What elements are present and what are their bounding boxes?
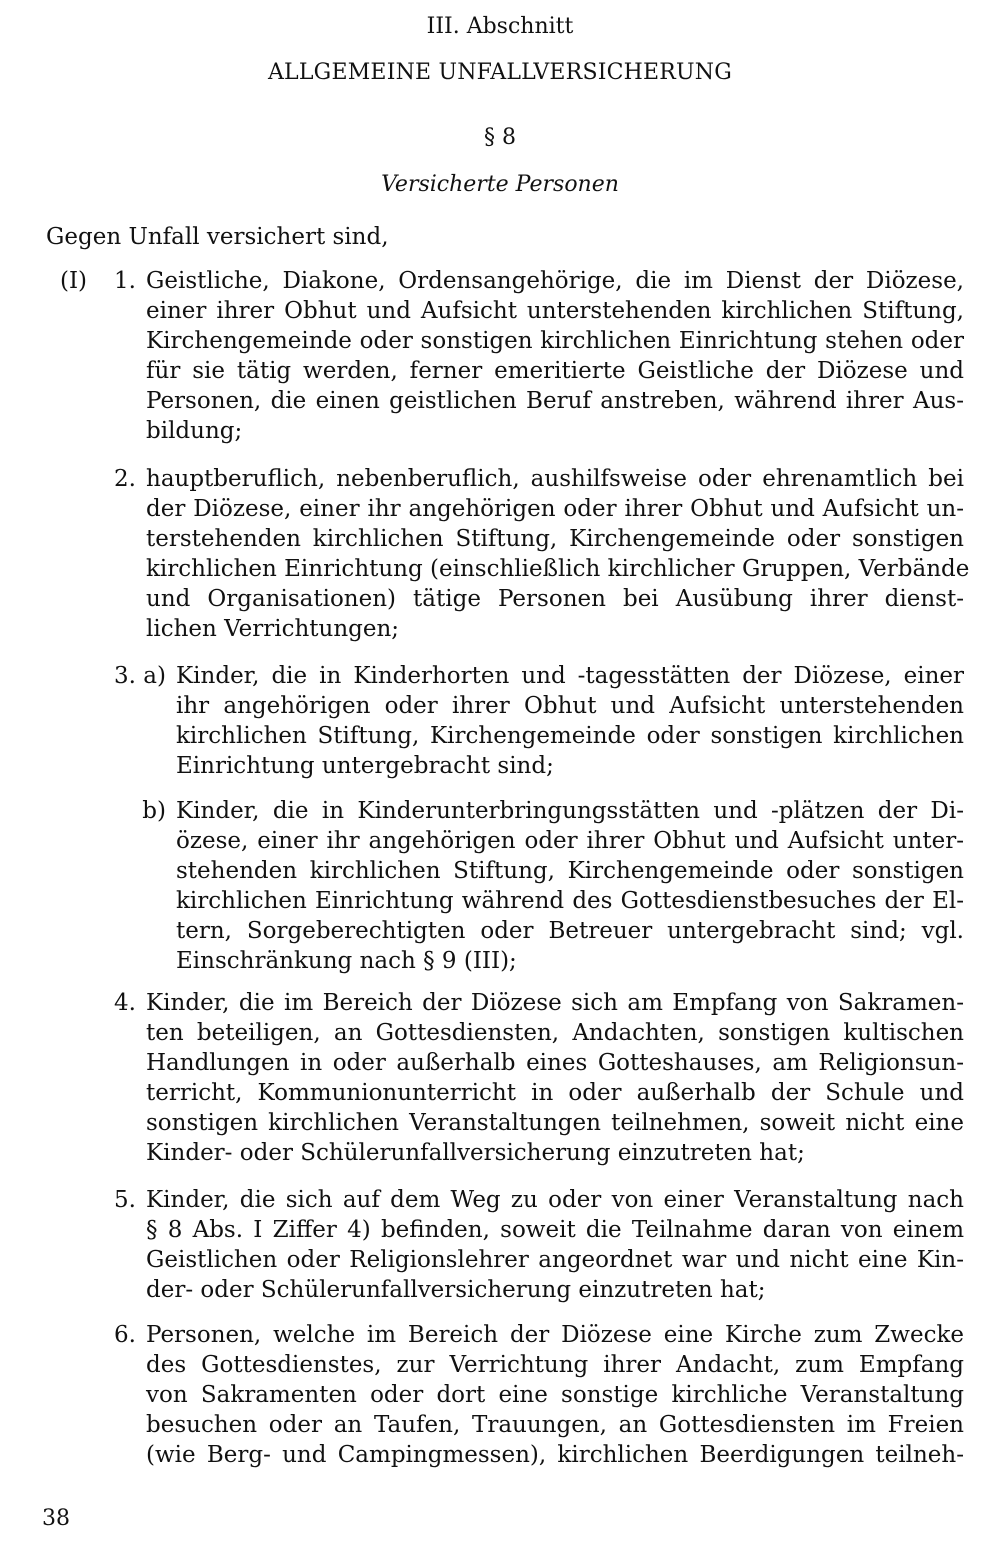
text-line: kirchlichen Einrichtung während des Gottesdienstbesuches der El-	[176, 888, 964, 914]
list-item-5	[146, 1185, 964, 1305]
text-line: Personen, welche im Bereich der Diözese eine Kirche zum Zwecke	[146, 1322, 964, 1348]
item-number: 3. a)	[114, 663, 166, 689]
text-line: Geistlichen oder Religionslehrer angeordnet war und nicht eine Kin-	[146, 1247, 964, 1273]
text-line: Personen, die einen geistlichen Beruf anstreben, während ihrer Aus-	[146, 388, 964, 414]
text-line: für sie tätig werden, ferner emeritierte Geistliche der Diözese und	[146, 358, 964, 384]
text-line: der- oder Schülerunfallversicherung einzutreten hat;	[146, 1277, 766, 1303]
list-item-4	[146, 988, 964, 1168]
text-line: § 8 Abs. I Ziffer 4) befinden, soweit die Teilnahme daran von einem	[146, 1217, 964, 1243]
text-line: ihr angehörigen oder ihrer Obhut und Aufsicht unterstehenden	[176, 693, 964, 719]
list-item-1	[146, 266, 964, 446]
text-line: Kinder, die in Kinderunterbringungsstätten und -plätzen der Di-	[176, 798, 964, 824]
list-item-3b	[176, 796, 964, 976]
text-line: Kirchengemeinde oder sonstigen kirchlichen Einrichtung stehen oder	[146, 328, 964, 354]
text-line: ten beteiligen, an Gottesdiensten, Andachten, sonstigen kultischen	[146, 1020, 964, 1046]
item-number: 1.	[114, 268, 136, 294]
text-line: (wie Berg- und Campingmessen), kirchlichen Beerdigungen teilneh-	[146, 1442, 964, 1468]
text-line: des Gottesdienstes, zur Verrichtung ihrer Andacht, zum Empfang	[146, 1352, 964, 1378]
text-line: sonstigen kirchlichen Veranstaltungen teilnehmen, soweit nicht eine	[146, 1110, 964, 1136]
text-line: bildung;	[146, 418, 243, 444]
list-item-2	[146, 464, 970, 644]
text-line: Einschränkung nach § 9 (III);	[176, 948, 517, 974]
text-line: Kinder, die im Bereich der Diözese sich am Empfang von Sakramen-	[146, 990, 964, 1016]
text-line: Kinder- oder Schülerunfallversicherung einzutreten hat;	[146, 1140, 805, 1166]
text-line: özese, einer ihr angehörigen oder ihrer Obhut und Aufsicht unter-	[176, 828, 964, 854]
text-line: terstehenden kirchlichen Stiftung, Kirchengemeinde oder sonstigen	[146, 526, 964, 552]
text-line: Kinder, die sich auf dem Weg zu oder von einer Veranstaltung nach	[146, 1187, 964, 1213]
text-line: hauptberuflich, nebenberuflich, aushilfsweise oder ehrenamtlich bei	[146, 466, 964, 492]
intro-sentence: Gegen Unfall versichert sind,	[46, 224, 389, 250]
text-line: kirchlichen Einrichtung (einschließlich kirchlicher Gruppen, Verbände	[146, 556, 970, 582]
text-line: lichen Verrichtungen;	[146, 616, 400, 642]
item-number: 2.	[114, 466, 136, 492]
section-heading: III. Abschnitt	[426, 14, 574, 39]
text-line: Einrichtung untergebracht sind;	[176, 753, 554, 779]
text-line: Kinder, die in Kinderhorten und -tagesstätten der Diözese, einer	[176, 663, 964, 689]
text-line: besuchen oder an Taufen, Trauungen, an Gottesdiensten im Freien	[146, 1412, 964, 1438]
text-line: von Sakramenten oder dort eine sonstige kirchliche Veranstaltung	[146, 1382, 964, 1408]
list-item-6	[146, 1320, 964, 1470]
item-number: 4.	[114, 990, 136, 1016]
item-number: 5.	[114, 1187, 136, 1213]
paragraph-number: § 8	[484, 125, 516, 150]
text-line: terricht, Kommunionunterricht in oder außerhalb der Schule und	[146, 1080, 964, 1106]
text-line: tern, Sorgeberechtigten oder Betreuer untergebracht sind; vgl.	[176, 918, 964, 944]
text-line: und Organisationen) tätige Personen bei Ausübung ihrer dienst-	[146, 586, 964, 612]
text-line: einer ihrer Obhut und Aufsicht unterstehenden kirchlichen Stiftung,	[146, 298, 964, 324]
item-number: 6.	[114, 1322, 136, 1348]
text-line: Handlungen in oder außerhalb eines Gotteshauses, am Religionsun-	[146, 1050, 964, 1076]
list-item-3a	[176, 661, 964, 781]
item-number: b)	[142, 798, 166, 824]
chapter-title: ALLGEMEINE UNFALLVERSICHERUNG	[267, 60, 733, 85]
text-line: kirchlichen Stiftung, Kirchengemeinde oder sonstigen kirchlichen	[176, 723, 964, 749]
text-line: Geistliche, Diakone, Ordensangehörige, die im Dienst der Diözese,	[146, 268, 964, 294]
page-number: 38	[42, 1506, 70, 1531]
text-line: stehenden kirchlichen Stiftung, Kirchengemeinde oder sonstigen	[176, 858, 964, 884]
absatz-label: (I)	[60, 268, 88, 294]
paragraph-subtitle: Versicherte Personen	[381, 172, 619, 197]
text-line: der Diözese, einer ihr angehörigen oder ihrer Obhut und Aufsicht un-	[146, 496, 964, 522]
